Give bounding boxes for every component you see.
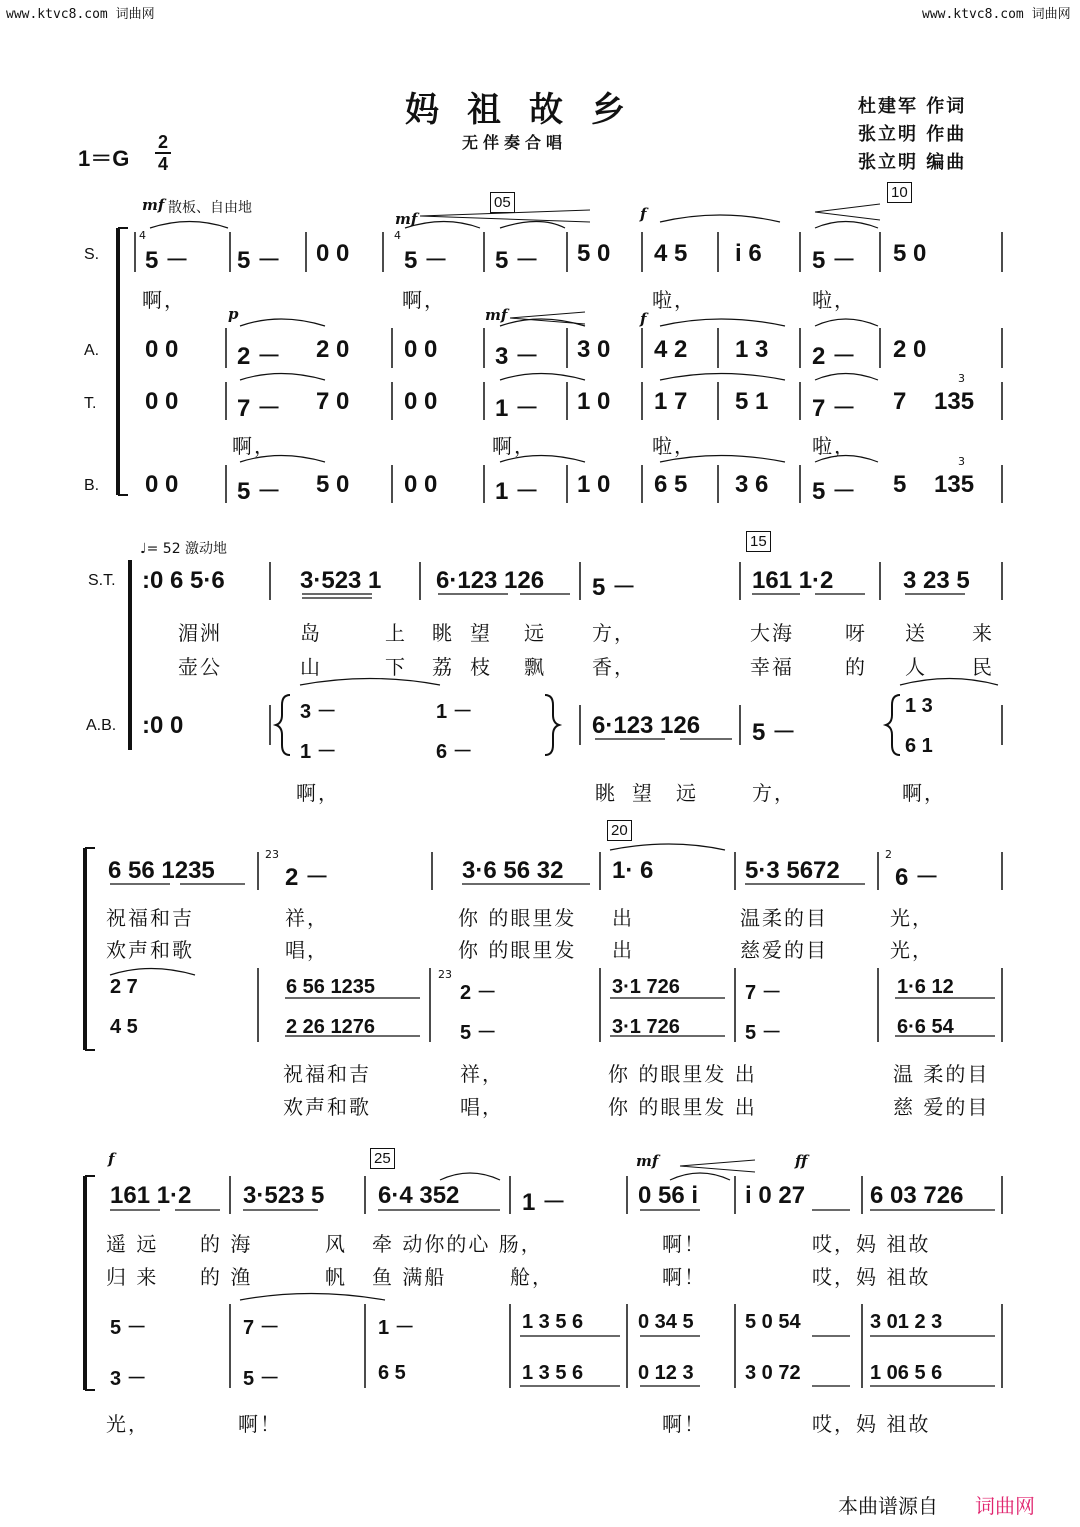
- ab3-bottom-m4: 3·1 726: [612, 1016, 680, 1038]
- t1-notes-m9: 7 －: [812, 395, 857, 422]
- st2-notes-m1: :0 6 5·6: [142, 567, 225, 594]
- dynamic-mf-2: mf: [395, 210, 418, 228]
- ab2-notes-bottom-m3: 6 －: [436, 741, 473, 763]
- b1-notes-m4: 0 0: [404, 471, 438, 498]
- time-sig-top: 2: [157, 132, 168, 152]
- ab4-top-m5: 0 34 5: [638, 1311, 694, 1333]
- st2-lyric1-3: 上: [385, 621, 407, 645]
- st2-lyric2-8: 幸福: [750, 655, 794, 679]
- t1-notes-m5: 1 －: [495, 395, 540, 422]
- ab3-top-m1: 2 7: [110, 976, 138, 998]
- dynamic-mf-1: mf: [142, 196, 165, 214]
- s1-lyric-2: 啊，: [402, 288, 446, 312]
- st4-lyric1-3: 风: [325, 1232, 347, 1256]
- st3-lyric1-6: 光，: [890, 906, 934, 930]
- ab4-lyric-3: 啊！: [662, 1412, 706, 1436]
- b1-notes-m8: 3 6: [735, 471, 769, 498]
- ab2-lyric-2: 眺: [595, 781, 617, 805]
- st3-lyric2-4: 出: [612, 938, 634, 962]
- st3-notes-m1: 6 56 1235: [108, 857, 215, 884]
- b1-notes-m9: 5 －: [812, 478, 857, 505]
- t1-lyric-4: 啦，: [812, 434, 856, 458]
- st2-lyric1-8: 大海: [750, 621, 794, 645]
- a1-notes-m7: 4 2: [654, 336, 688, 363]
- ab3-top-m6: 1·6 12: [897, 976, 954, 998]
- s1-notes-m7: 4 5: [654, 240, 688, 267]
- st2-lyric1-6: 远: [524, 621, 546, 645]
- ab4-top-m7: 3 01 2 3: [870, 1311, 943, 1333]
- st4-notes-m4: 1 －: [522, 1189, 567, 1216]
- ab4-bottom-m3: 6 5: [378, 1362, 406, 1384]
- st2-lyric1-5: 望: [470, 621, 492, 645]
- a1-notes-m10: 2 0: [893, 336, 927, 363]
- st3-lyric1-2: 祥，: [285, 906, 329, 930]
- a1-notes-m8: 1 3: [735, 336, 769, 363]
- st2-lyric1-2: 岛: [300, 621, 322, 645]
- tempo-marking-1: 散板、自由地: [168, 200, 252, 216]
- part-label-soprano: S.: [84, 246, 100, 263]
- st2-lyric1-7: 方，: [592, 621, 636, 645]
- ab4-bottom-m4: 1 3 5 6: [522, 1362, 584, 1384]
- ab4-bottom-m6: 3 0 72: [745, 1362, 801, 1384]
- t1-notes-m6: 1 0: [577, 388, 611, 415]
- st3-lyric2-2: 唱，: [285, 938, 329, 962]
- t1-notes-m2: 7 －: [237, 395, 282, 422]
- t1-notes-m8: 5 1: [735, 388, 769, 415]
- ab4-top-m6: 5 0 54: [745, 1311, 801, 1333]
- ab2-notes-top-m2: 3 －: [300, 701, 337, 723]
- dynamic-p: p: [228, 305, 239, 323]
- st4-lyric2-3: 帆: [325, 1265, 347, 1289]
- st3-lyric2-5: 慈爱的目: [740, 938, 828, 962]
- st2-notes-m4: 5 －: [592, 574, 637, 601]
- st3-lyric1-3: 你 的眼里发: [458, 906, 577, 930]
- ab3-bottom-m1: 4 5: [110, 1016, 138, 1038]
- meter-mark-1: 4: [139, 229, 146, 242]
- st3-notes-m3: 3·6 56 32: [462, 857, 564, 884]
- part-label-st: S.T.: [88, 572, 116, 589]
- b1-notes-m2: 5 －: [237, 478, 282, 505]
- ab3-lyric2-1: 欢声和歌: [283, 1095, 371, 1119]
- song-title: 妈祖故乡: [405, 90, 653, 130]
- a1-notes-m4: 0 0: [404, 336, 438, 363]
- st4-lyric1-1: 遥 远: [106, 1232, 159, 1256]
- st3-notes-m5: 5·3 5672: [745, 857, 840, 884]
- st2-lyric1-11: 来: [972, 621, 994, 645]
- b1-notes-m6: 1 0: [577, 471, 611, 498]
- a1-notes-m3: 2 0: [316, 336, 350, 363]
- part-label-bass: B.: [84, 477, 100, 494]
- st4-lyric2-2: 的 渔: [200, 1265, 253, 1289]
- t1-notes-m4: 0 0: [404, 388, 438, 415]
- st2-lyric2-11: 民: [972, 655, 994, 679]
- measure-box-20: 20: [607, 820, 632, 841]
- b1-notes-m3: 5 0: [316, 471, 350, 498]
- st2-lyric1-1: 湄洲: [178, 621, 222, 645]
- ab4-lyric-2: 啊！: [238, 1412, 282, 1436]
- t1-notes-m7: 1 7: [654, 388, 688, 415]
- st3-notes-m4: 1· 6: [612, 857, 654, 884]
- ab4-bottom-m5: 0 12 3: [638, 1362, 694, 1384]
- ab4-bottom-m1: 3 －: [110, 1368, 147, 1390]
- ab2-notes-bottom-m6: 6 1: [905, 735, 933, 757]
- ab3-lyric1-1: 祝福和吉: [283, 1062, 371, 1086]
- ab3-bottom-m6: 6·6 54: [897, 1016, 954, 1038]
- st2-lyric1-9: 呀: [845, 621, 867, 645]
- ab4-bottom-m2: 5 －: [243, 1368, 280, 1390]
- st2-notes-m3: 6·123 126: [436, 567, 545, 594]
- s1-notes-m5: 5 －: [495, 247, 540, 274]
- meter-mark-2: 4: [394, 229, 401, 242]
- ab3-lyric2-4: 慈 爱的目: [893, 1095, 990, 1119]
- part-label-tenor: T.: [84, 395, 97, 412]
- s1-notes-m8: i 6: [735, 240, 762, 267]
- st4-lyric1-4: 牵 动你的心 肠，: [372, 1232, 543, 1256]
- ab4-top-m4: 1 3 5 6: [522, 1311, 584, 1333]
- part-label-ab: A.B.: [86, 717, 117, 734]
- a1-notes-m2: 2 －: [237, 343, 282, 370]
- ab3-lyric2-2: 唱，: [460, 1095, 504, 1119]
- st2-lyric2-10: 人: [905, 655, 927, 679]
- st4-lyric1-5: 啊！: [662, 1232, 706, 1256]
- st2-lyric2-4: 荔: [432, 655, 454, 679]
- measure-box-10: 10: [887, 182, 912, 203]
- ab3-lyric1-4: 温 柔的目: [893, 1062, 990, 1086]
- st2-lyric2-2: 山: [300, 655, 322, 679]
- ab4-top-m3: 1 －: [378, 1317, 415, 1339]
- t1-lyric-3: 啦，: [652, 434, 696, 458]
- ab4-top-m1: 5 －: [110, 1317, 147, 1339]
- st2-lyric2-7: 香，: [592, 655, 636, 679]
- ab3-lyric1-2: 祥，: [460, 1062, 504, 1086]
- st2-lyric2-3: 下: [385, 655, 407, 679]
- watermark-right: www.ktvc8.com 词曲网: [922, 7, 1071, 22]
- ab4-top-m2: 7 －: [243, 1317, 280, 1339]
- ab3-bottom-m2: 2 26 1276: [286, 1016, 375, 1038]
- st4-notes-m1: 161 1·2: [110, 1182, 192, 1209]
- a1-notes-m6: 3 0: [577, 336, 611, 363]
- t1-lyric-2: 啊，: [492, 434, 536, 458]
- ab3-bottom-m3: 5 －: [460, 1022, 497, 1044]
- ab2-notes-m1: :0 0: [142, 712, 184, 739]
- s1-lyric-3: 啦，: [652, 288, 696, 312]
- dynamic-mf-4: mf: [636, 1152, 659, 1170]
- st4-lyric1-2: 的 海: [200, 1232, 253, 1256]
- grace-note-3: 23: [438, 968, 452, 981]
- st4-lyric2-7: 哎，妈 祖故: [812, 1265, 931, 1289]
- s1-lyric-1: 啊，: [142, 288, 186, 312]
- st2-notes-m6: 3 23 5: [903, 567, 970, 594]
- ab2-notes-top-m3: 1 －: [436, 701, 473, 723]
- ab4-lyric-4: 哎，妈 祖故: [812, 1412, 931, 1436]
- time-sig-bottom: 4: [157, 154, 168, 174]
- b1-notes-m5: 1 －: [495, 478, 540, 505]
- s1-notes-m2: 5 －: [237, 247, 282, 274]
- st2-lyric2-5: 枝: [470, 655, 492, 679]
- dynamic-f-1: f: [640, 205, 647, 223]
- s1-notes-m6: 5 0: [577, 240, 611, 267]
- st3-lyric1-4: 出: [612, 906, 634, 930]
- b1-notes-m1: 0 0: [145, 471, 179, 498]
- st4-notes-m3: 6·4 352: [378, 1182, 460, 1209]
- st2-lyric1-10: 送: [905, 621, 927, 645]
- a1-notes-m9: 2 －: [812, 343, 857, 370]
- st4-notes-m7: 6 03 726: [870, 1182, 964, 1209]
- st3-notes-m2: 2 －: [285, 864, 330, 891]
- measure-box-05: 05: [490, 192, 515, 213]
- t1-notes-m10: 7: [893, 388, 907, 415]
- st3-lyric2-3: 你 的眼里发: [458, 938, 577, 962]
- st3-lyric1-5: 温柔的目: [740, 906, 828, 930]
- st3-lyric2-6: 光，: [890, 938, 934, 962]
- footer-source: 本曲谱源自: [838, 1494, 938, 1518]
- t1-lyric-1: 啊，: [232, 434, 276, 458]
- ab2-lyric-4: 远: [676, 781, 698, 805]
- dynamic-mf-3: mf: [485, 306, 508, 324]
- s1-notes-m4: 5 －: [404, 247, 449, 274]
- ab3-top-m2: 6 56 1235: [286, 976, 375, 998]
- st3-notes-m6: 6 －: [895, 864, 940, 891]
- st2-lyric2-6: 飘: [524, 655, 546, 679]
- ab3-top-m5: 7 －: [745, 982, 782, 1004]
- a1-notes-m5: 3 －: [495, 343, 540, 370]
- ab3-lyric2-3: 你 的眼里发 出: [608, 1095, 757, 1119]
- st4-notes-m2: 3·523 5: [243, 1182, 325, 1209]
- st4-lyric2-4: 鱼 满船: [372, 1265, 447, 1289]
- song-subtitle: 无伴奏合唱: [462, 133, 568, 152]
- ab3-bottom-m5: 5 －: [745, 1022, 782, 1044]
- dynamic-f-2: f: [640, 310, 647, 328]
- dynamic-ff: ff: [795, 1152, 808, 1170]
- b1-notes-m10: 5: [893, 471, 907, 498]
- st3-lyric1-1: 祝福和吉: [106, 906, 194, 930]
- dynamic-f-3: f: [108, 1150, 115, 1168]
- s1-notes-m10: 5 0: [893, 240, 927, 267]
- st4-lyric1-6: 哎，妈 祖故: [812, 1232, 931, 1256]
- s1-notes-m9: 5 －: [812, 247, 857, 274]
- st3-lyric2-1: 欢声和歌: [106, 938, 194, 962]
- ab4-lyric-1: 光，: [106, 1412, 150, 1436]
- ab2-lyric-1: 啊，: [296, 781, 340, 805]
- st4-notes-m5: 0 56 i: [638, 1182, 699, 1209]
- ab2-notes-bottom-m2: 1 －: [300, 741, 337, 763]
- b1-notes-triplet: 135: [934, 471, 975, 498]
- st4-lyric2-5: 舱，: [510, 1265, 554, 1289]
- a1-notes-m1: 0 0: [145, 336, 179, 363]
- key-signature: 1＝G: [78, 146, 130, 171]
- ab3-top-m4: 3·1 726: [612, 976, 680, 998]
- ab2-notes-m5: 5 －: [752, 719, 797, 746]
- grace-note-1: 23: [265, 848, 279, 861]
- t1-notes-triplet: 135: [934, 388, 975, 415]
- st2-notes-m2: 3·523 1: [300, 567, 382, 594]
- tempo-marking-2: ♩= 52 激动地: [140, 541, 228, 557]
- ab2-notes-top-m6: 1 3: [905, 695, 933, 717]
- footer-site-link[interactable]: 词曲网: [975, 1494, 1035, 1518]
- st2-lyric2-9: 的: [845, 655, 867, 679]
- s1-notes-m3: 0 0: [316, 240, 350, 267]
- ab3-top-m3: 2 －: [460, 982, 497, 1004]
- watermark-left: www.ktvc8.com 词曲网: [6, 7, 155, 22]
- s1-lyric-4: 啦，: [812, 288, 856, 312]
- t1-notes-m1: 0 0: [145, 388, 179, 415]
- lyricist-credit: 杜建军 作词: [858, 96, 967, 117]
- st4-lyric2-1: 归 来: [106, 1265, 159, 1289]
- ab2-notes-m4: 6·123 126: [592, 712, 701, 739]
- st2-lyric1-4: 眺: [432, 621, 454, 645]
- t1-notes-m3: 7 0: [316, 388, 350, 415]
- triplet-mark-1: 3: [958, 372, 965, 385]
- arranger-credit: 张立明 编曲: [858, 152, 967, 173]
- ab2-lyric-6: 啊，: [902, 781, 946, 805]
- s1-notes-m1: 5 －: [145, 247, 190, 274]
- st2-notes-m5: 161 1·2: [752, 567, 834, 594]
- st2-lyric2-1: 壶公: [178, 655, 222, 679]
- ab2-lyric-5: 方，: [752, 781, 796, 805]
- b1-notes-m7: 6 5: [654, 471, 688, 498]
- ab4-bottom-m7: 1 06 5 6: [870, 1362, 943, 1384]
- st4-notes-m6: i 0 27: [745, 1182, 806, 1209]
- measure-box-25: 25: [370, 1148, 395, 1169]
- part-label-alto: A.: [84, 342, 100, 359]
- measure-box-15: 15: [746, 531, 771, 552]
- triplet-mark-2: 3: [958, 455, 965, 468]
- st4-lyric2-6: 啊！: [662, 1265, 706, 1289]
- ab2-lyric-3: 望: [632, 781, 654, 805]
- composer-credit: 张立明 作曲: [858, 124, 967, 145]
- grace-note-2: 2: [885, 848, 892, 861]
- ab3-lyric1-3: 你 的眼里发 出: [608, 1062, 757, 1086]
